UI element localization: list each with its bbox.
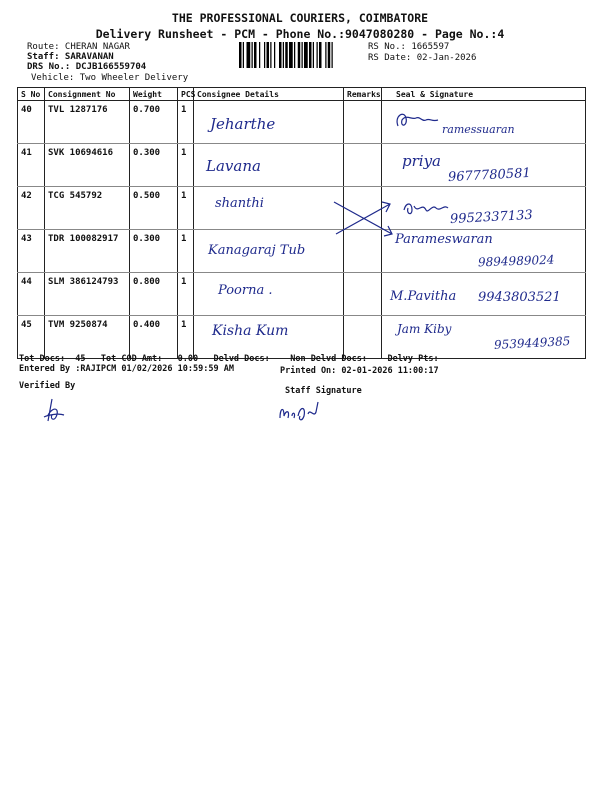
receiver-phone-handwritten: 9677780581: [447, 165, 532, 186]
receiver-name-handwritten: ramessuaran: [442, 123, 515, 136]
vehicle-label: Vehicle: Two Wheeler Delivery: [31, 73, 189, 83]
cell-sno: 42: [18, 187, 45, 230]
col-seal: Seal & Signature: [382, 88, 586, 101]
staff-signature: [276, 398, 324, 426]
printed-on: Printed On: 02-01-2026 11:00:17: [280, 366, 439, 376]
col-weight: Weight: [130, 88, 178, 101]
table-row: [18, 101, 586, 144]
col-consignee: Consignee Details: [194, 88, 344, 101]
consignee-name-handwritten: Poorna .: [218, 283, 273, 298]
rs-date: RS Date: 02-Jan-2026: [368, 53, 477, 63]
receiver-name-handwritten: M.Pavitha: [390, 289, 457, 304]
drs-number: DRS No.: DCJB166559704: [27, 62, 147, 72]
cell-pcs: 1: [178, 316, 194, 359]
cell-weight: 0.300: [130, 144, 178, 187]
receiver-name-handwritten: Parameswaran: [395, 232, 493, 247]
rs-number: RS No.: 1665597: [368, 42, 450, 52]
cell-sno: 44: [18, 273, 45, 316]
recipient-signature: [400, 196, 452, 220]
cell-weight: 0.300: [130, 230, 178, 273]
cell-consignment: TVL 1287176: [45, 101, 130, 144]
verified-by-label: Verified By: [19, 381, 76, 391]
entered-by: Entered By :RAJIPCM 01/02/2026 10:59:59 AM: [19, 364, 234, 374]
route-label: Route: CHERAN NAGAR: [27, 42, 130, 52]
table-header-row: [18, 88, 586, 101]
cell-pcs: 1: [178, 187, 194, 230]
receiver-phone-handwritten: 9943803521: [478, 290, 561, 305]
receiver-phone-handwritten: 9894989024: [477, 252, 555, 270]
company-title: THE PROFESSIONAL COURIERS, COIMBATORE: [171, 11, 429, 25]
recipient-signature: [392, 108, 442, 134]
consignee-name-handwritten: Kisha Kum: [212, 323, 289, 339]
col-sno: S No: [18, 88, 45, 101]
barcode-image: [239, 42, 364, 68]
cell-consignment: TDR 100082917: [45, 230, 130, 273]
cell-sno: 43: [18, 230, 45, 273]
cell-sno: 41: [18, 144, 45, 187]
cell-pcs: 1: [178, 101, 194, 144]
col-remarks: Remarks: [344, 88, 382, 101]
totals-line: Tot Docs: 45 Tot COD Amt: 0.00 Delvd Docs: Non Delvd Docs: Delvy Pts:: [19, 354, 439, 364]
col-consignment: Consignment No: [45, 88, 130, 101]
receiver-phone-handwritten: 9952337133: [449, 207, 534, 228]
cell-weight: 0.800: [130, 273, 178, 316]
receiver-name-handwritten: Jam Kiby: [397, 322, 452, 336]
cell-consignment: TCG 545792: [45, 187, 130, 230]
consignee-name-handwritten: Jeharthe: [210, 115, 276, 133]
consignee-name-handwritten: Kanagaraj Tub: [208, 243, 306, 258]
cell-weight: 0.700: [130, 101, 178, 144]
cell-sno: 45: [18, 316, 45, 359]
staff-label: Staff: SARAVANAN: [27, 52, 114, 62]
cell-pcs: 1: [178, 273, 194, 316]
cell-weight: 0.500: [130, 187, 178, 230]
cell-consignment: TVM 9250874: [45, 316, 130, 359]
cell-pcs: 1: [178, 144, 194, 187]
cell-pcs: 1: [178, 230, 194, 273]
cell-consignment: SLM 386124793: [45, 273, 130, 316]
staff-signature-label: Staff Signature: [285, 386, 362, 396]
verifier-signature: [38, 395, 68, 425]
runsheet-title: Delivery Runsheet - PCM - Phone No.:9047080280 - Page No.:4: [95, 27, 505, 41]
cell-sno: 40: [18, 101, 45, 144]
swap-arrow-drawing: [330, 196, 400, 246]
cell-weight: 0.400: [130, 316, 178, 359]
consignee-name-handwritten: Lavana: [206, 157, 261, 175]
consignee-name-handwritten: shanthi: [215, 196, 264, 211]
receiver-phone-handwritten: 9539449385: [493, 334, 571, 352]
col-pcs: PCS: [178, 88, 194, 101]
cell-consignment: SVK 10694616: [45, 144, 130, 187]
receiver-name-handwritten: priya: [402, 152, 441, 170]
